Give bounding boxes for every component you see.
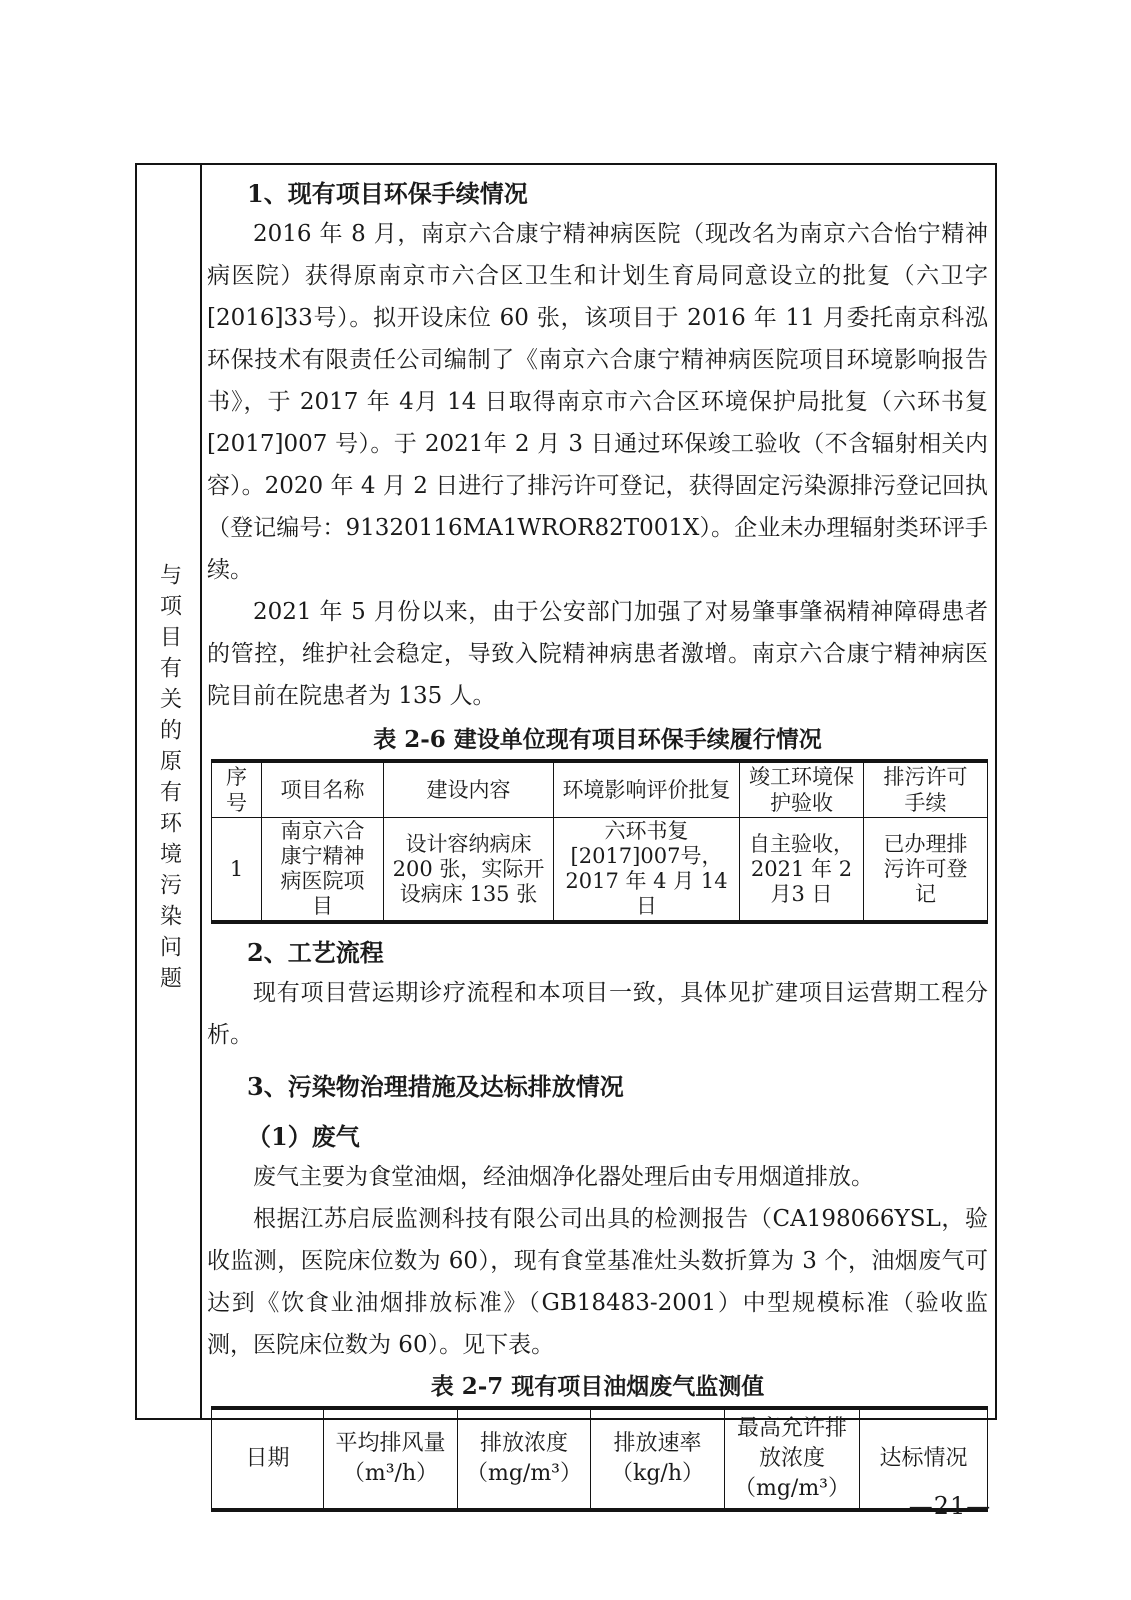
page-number: —21— [908, 1492, 992, 1520]
t26-cell-eia-approval: 六环书复[2017]007号，2017 年 4 月 14日 [554, 818, 740, 923]
t27-header-compliance-status: 达标情况 [860, 1408, 988, 1510]
t26-cell-seq: 1 [212, 818, 262, 923]
t26-cell-discharge-permit: 已办理排污许可登记 [864, 818, 988, 923]
t26-header-eia-approval: 环境影响评价批复 [554, 761, 740, 818]
paragraph-patient-increase: 2021 年 5 月份以来，由于公安部门加强了对易肇事肇祸精神障碍患者的管控，维护社会稳定，导致入院精神病患者激增。南京六合康宁精神病医院目前在院患者为 135 人。 [207, 599, 988, 709]
table-2-7-header-row [212, 1408, 988, 1510]
t27-header-date: 日期 [212, 1408, 324, 1510]
paragraph-process-flow: 现有项目营运期诊疗流程和本项目一致，具体见扩建项目运营期工程分析。 [207, 980, 988, 1048]
t27-header-emission-concentration: 排放浓度 （mg/m³） [458, 1408, 591, 1510]
sidebar-category-cell [137, 165, 202, 1418]
t27-header-avg-air-volume: 平均排风量 （m³/h） [324, 1408, 458, 1510]
sidebar-vertical-label: 与项目有关的原有环境污染问题 [156, 563, 182, 997]
table-2-7 [211, 1406, 988, 1512]
paragraph-waste-gas-source: 废气主要为食堂油烟，经油烟净化器处理后由专用烟道排放。 [253, 1164, 874, 1190]
t26-header-construction-content: 建设内容 [384, 761, 554, 818]
t26-header-completion-acceptance: 竣工环境保护验收 [740, 761, 864, 818]
heading-waste-gas: （1）废气 [247, 1122, 360, 1151]
t27-header-max-allowed-concentration: 最高允许排放浓度 （mg/m³） [725, 1408, 860, 1510]
t27-header-emission-rate: 排放速率 （kg/h） [591, 1408, 725, 1510]
t26-header-discharge-permit: 排污许可手续 [864, 761, 988, 818]
table-2-6 [211, 759, 988, 924]
table-2-6-header-row [212, 761, 988, 818]
t26-cell-completion-acceptance: 自主验收，2021 年 2 月3 日 [740, 818, 864, 923]
paragraph-approval-history: 2016 年 8 月，南京六合康宁精神病医院（现改名为南京六合怡宁精神病医院）获得原南京市六合区卫生和计划生育局同意设立的批复（六卫字[2016]33号）。拟开设床位 60 张，该项目于 2016 年 11 月委托南京科泓环保技术有限责任公司编制了《南京六合康宁精神病医院项目环境影响报告书》，于 2017 年 4月 14 日取得南京市六合区环境保护局批复（六环书复[2017]007 号）。于 2021年 2 月 3 日通过环保竣工验收（不含辐射相关内容）。2020 年 4 月 2 日进行了排污许可登记，获得固定污染源排污登记回执（登记编号：91320116MA1WROR82T001X）。企业未办理辐射类环评手续。 [207, 221, 988, 583]
table-2-7-caption: 表 2-7 现有项目油烟废气监测值 [430, 1373, 765, 1400]
heading-existing-project-procedures: 1、现有项目环保手续情况 [247, 179, 528, 208]
main-content [202, 165, 1001, 1501]
table-2-6-data-row [212, 818, 988, 923]
heading-pollutant-treatment: 3、污染物治理措施及达标排放情况 [247, 1072, 624, 1101]
t26-header-seq: 序号 [212, 761, 262, 818]
t26-cell-project-name: 南京六合康宁精神病医院项目 [262, 818, 384, 923]
table-2-6-caption: 表 2-6 建设单位现有项目环保手续履行情况 [373, 726, 822, 753]
t26-cell-construction-content: 设计容纳病床 200 张，实际开设病床 135 张 [384, 818, 554, 923]
heading-process-flow: 2、工艺流程 [247, 938, 384, 967]
paragraph-monitoring-report: 根据江苏启辰监测科技有限公司出具的检测报告（CA198066YSL，验收监测，医院床位数为 60），现有食堂基准灶头数折算为 3 个，油烟废气可达到《饮食业油烟排放标准》（GB18483-2001）中型规模标准（验收监测，医院床位数为 60）。见下表。 [207, 1206, 988, 1358]
t26-header-project-name: 项目名称 [262, 761, 384, 818]
document-frame [135, 163, 997, 1501]
